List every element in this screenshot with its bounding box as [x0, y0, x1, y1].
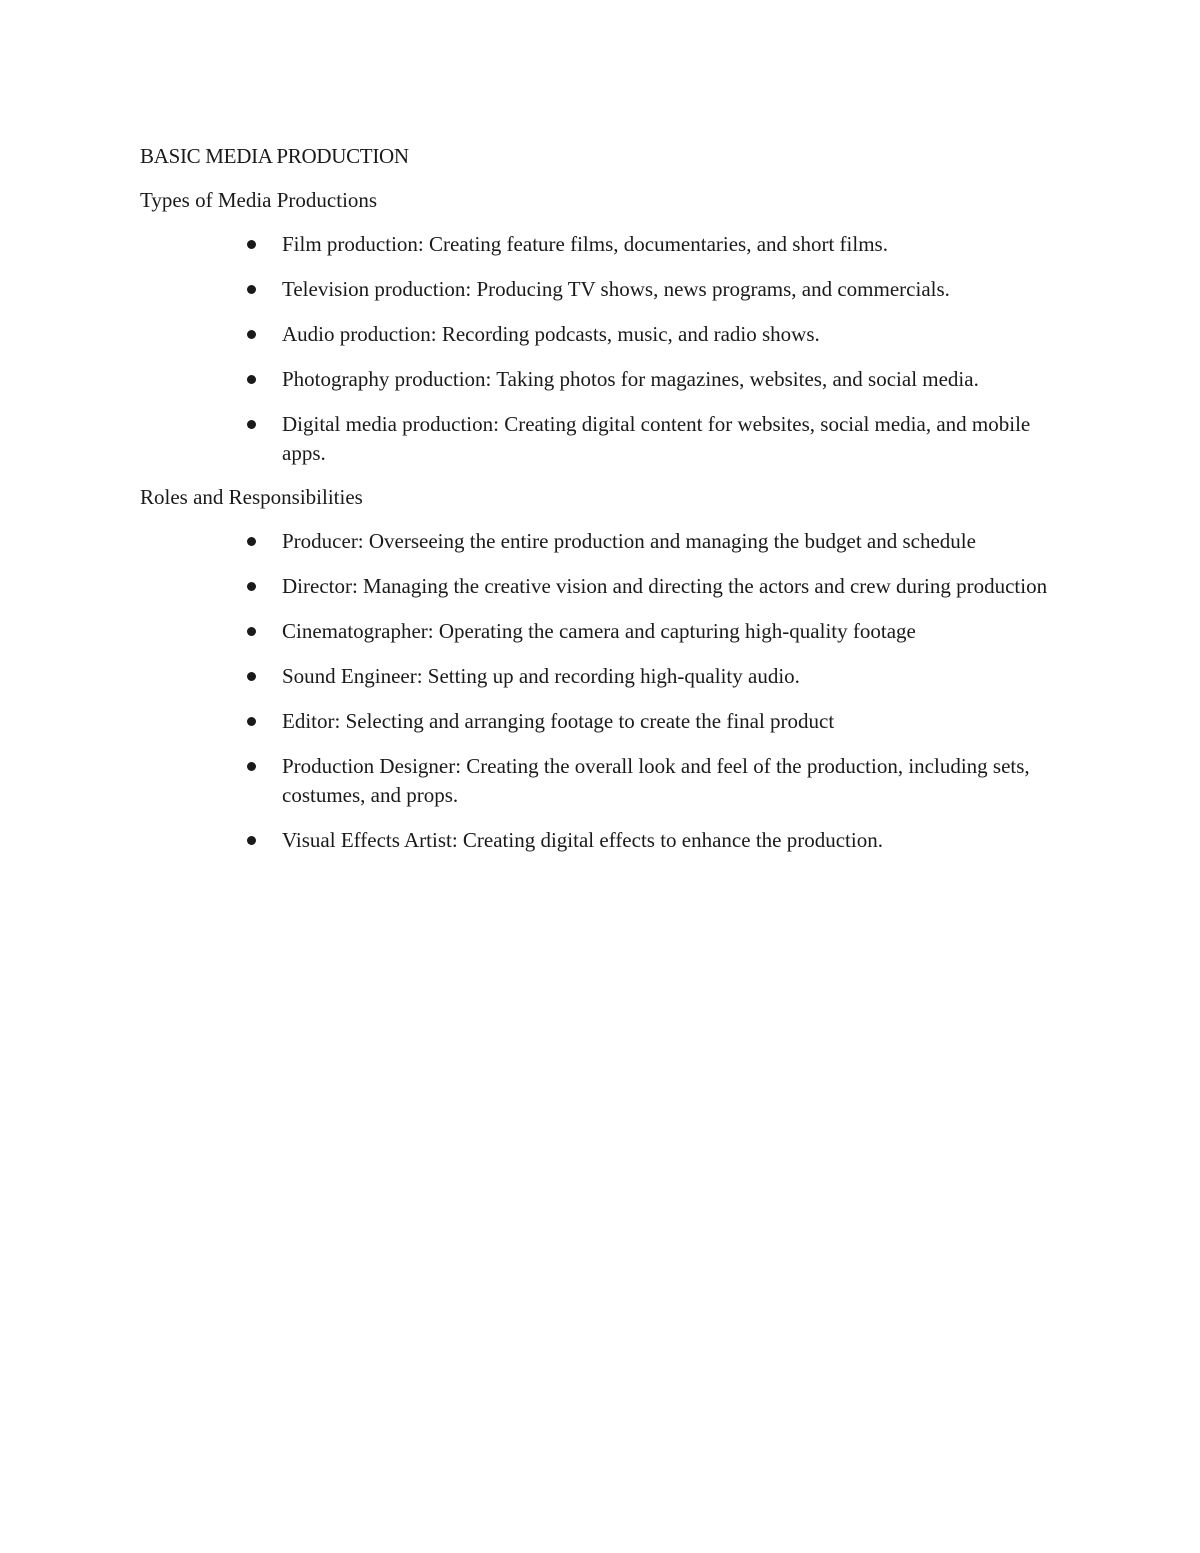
- bullet-icon: [247, 582, 256, 591]
- list-item-text: Visual Effects Artist: Creating digital effects to enhance the production.: [282, 828, 883, 852]
- list-item: [140, 826, 1052, 855]
- section-heading-roles: Roles and Responsibilities: [140, 485, 363, 509]
- bullet-icon: [247, 420, 256, 429]
- roles-list: [140, 527, 1060, 855]
- bullet-icon: [247, 240, 256, 249]
- list-item-text: Cinematographer: Operating the camera and capturing high-quality footage: [282, 619, 916, 643]
- list-item-text: Audio production: Recording podcasts, music, and radio shows.: [282, 322, 820, 346]
- list-item-text: Television production: Producing TV shows, news programs, and commercials.: [282, 277, 950, 301]
- list-item: [140, 275, 1052, 304]
- bullet-icon: [247, 836, 256, 845]
- list-item: [140, 617, 1052, 646]
- list-item: [140, 752, 1052, 810]
- bullet-icon: [247, 375, 256, 384]
- list-item-text: Film production: Creating feature films, documentaries, and short films.: [282, 232, 888, 256]
- list-item-text: Producer: Overseeing the entire production and managing the budget and schedule: [282, 529, 976, 553]
- bullet-icon: [247, 627, 256, 636]
- list-item-text: Photography production: Taking photos for magazines, websites, and social media.: [282, 367, 979, 391]
- list-item: [140, 527, 1052, 556]
- list-item: [140, 365, 1052, 394]
- list-item: [140, 662, 1052, 691]
- list-item-text: Director: Managing the creative vision and directing the actors and crew during production: [282, 574, 1048, 598]
- bullet-icon: [247, 330, 256, 339]
- document-page: [140, 142, 1060, 870]
- section-heading-types: Types of Media Productions: [140, 188, 378, 212]
- list-item: [140, 230, 1052, 259]
- bullet-icon: [247, 285, 256, 294]
- bullet-icon: [247, 762, 256, 771]
- list-item-text: Production Designer: Creating the overall look and feel of the production, including sets, costumes, and props.: [282, 754, 1030, 807]
- list-item: [140, 320, 1052, 349]
- bullet-icon: [247, 537, 256, 546]
- types-list: [140, 230, 1060, 468]
- list-item: [140, 572, 1052, 601]
- bullet-icon: [247, 672, 256, 681]
- list-item: [140, 707, 1052, 736]
- list-item-text: Editor: Selecting and arranging footage to create the final product: [282, 709, 835, 733]
- list-item-text: Digital media production: Creating digital content for websites, social media, and mobile apps.: [282, 412, 1031, 465]
- list-item: [140, 410, 1052, 468]
- document-title: BASIC MEDIA PRODUCTION: [140, 144, 409, 168]
- bullet-icon: [247, 717, 256, 726]
- list-item-text: Sound Engineer: Setting up and recording high-quality audio.: [282, 664, 800, 688]
